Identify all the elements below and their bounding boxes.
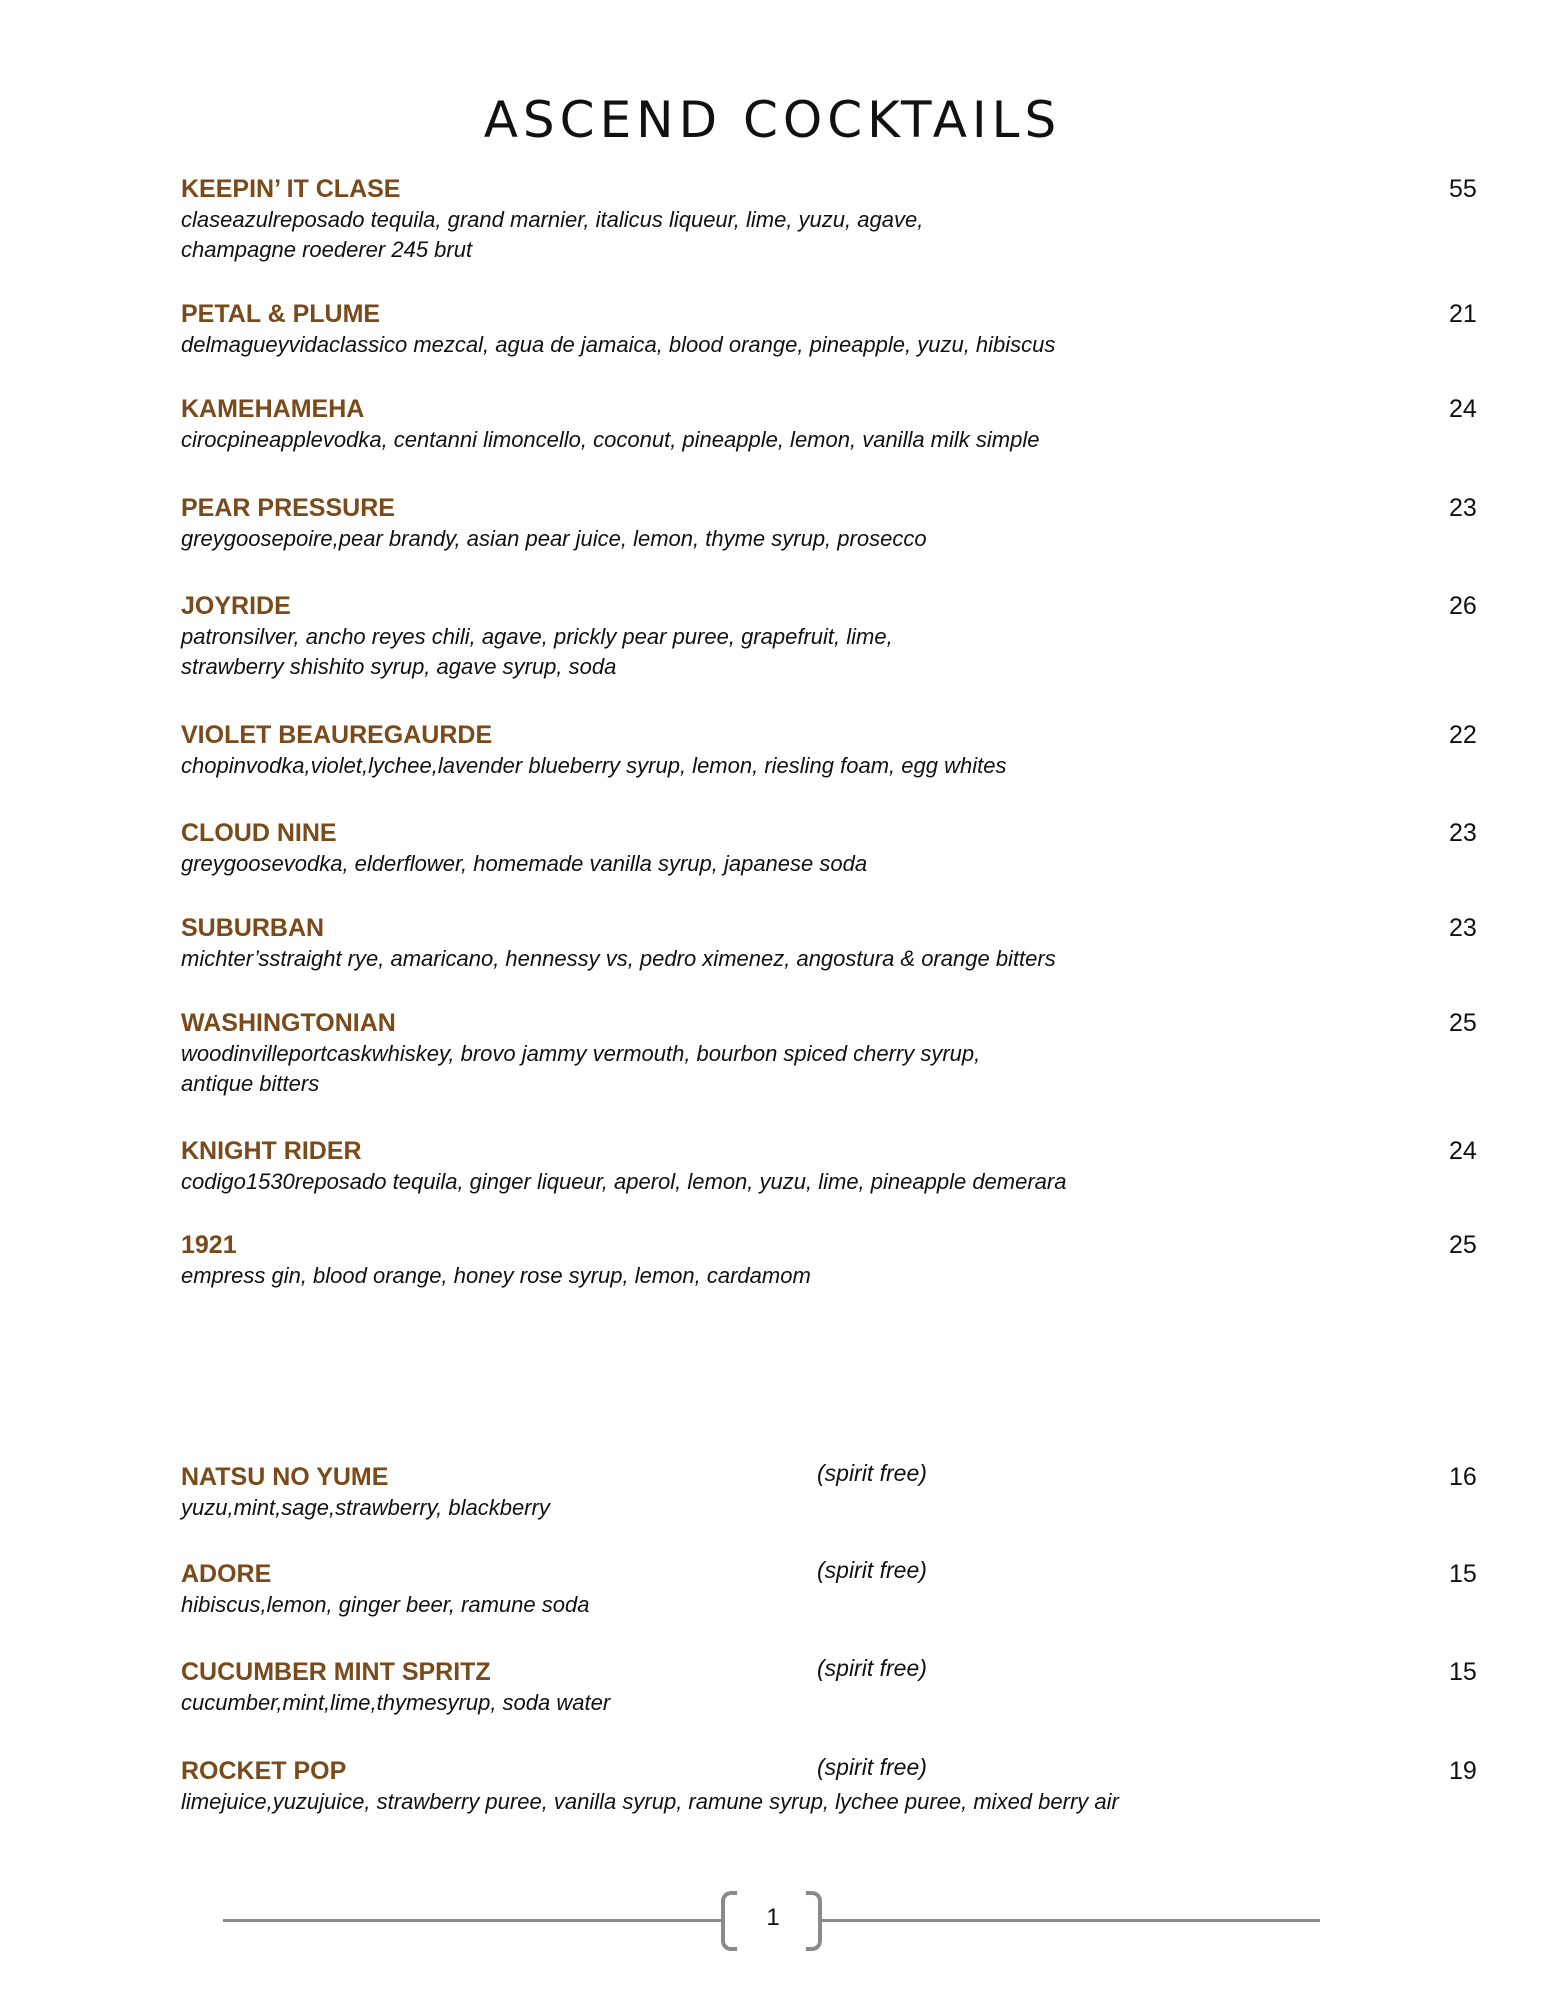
item-description: claseazulreposado tequila, grand marnier, italicus liqueur, lime, yuzu, agave,: [181, 207, 924, 232]
item-description: codigo1530reposado tequila, ginger liqueur, aperol, lemon, yuzu, lime, pineapple demerara: [181, 1169, 1067, 1194]
item-price: 15: [1449, 1560, 1477, 1588]
item-name: KNIGHT RIDER: [181, 1137, 362, 1165]
item-description: delmagueyvidaclassico mezcal, agua de jamaica, blood orange, pineapple, yuzu, hibiscus: [181, 332, 1056, 357]
footer-bracket-left: [721, 1891, 737, 1951]
item-description: chopinvodka,violet,lychee,lavender blueberry syrup, lemon, riesling foam, egg whites: [181, 753, 1007, 778]
item-description: cirocpineapplevodka, centanni limoncello, coconut, pineapple, lemon, vanilla milk simple: [181, 427, 1040, 452]
item-name: PETAL & PLUME: [181, 300, 381, 328]
footer-divider-right: [822, 1919, 1320, 1922]
item-description: woodinvilleportcaskwhiskey, brovo jammy vermouth, bourbon spiced cherry syrup,: [181, 1041, 981, 1066]
item-price: 21: [1449, 300, 1477, 328]
item-name: ROCKET POP: [181, 1757, 347, 1785]
item-price: 23: [1449, 914, 1477, 942]
item-name: KEEPIN’ IT CLASE: [181, 175, 401, 203]
item-price: 15: [1449, 1658, 1477, 1686]
menu-item: [181, 393, 1477, 455]
menu-item: [181, 173, 1477, 265]
item-price: 26: [1449, 592, 1477, 620]
menu-item-spirit-free: [181, 1460, 1477, 1523]
item-price: 23: [1449, 819, 1477, 847]
item-description: strawberry shishito syrup, agave syrup, soda: [181, 654, 617, 679]
menu-item: [181, 1007, 1477, 1099]
menu-item: [181, 1229, 1477, 1291]
page-number: 1: [766, 1904, 780, 1931]
item-name: WASHINGTONIAN: [181, 1009, 396, 1037]
menu-title: ASCEND COCKTAILS: [483, 91, 1062, 149]
menu-item: [181, 817, 1477, 879]
item-name: NATSU NO YUME: [181, 1463, 389, 1491]
item-description: empress gin, blood orange, honey rose syrup, lemon, cardamom: [181, 1263, 811, 1288]
spirit-free-tag: (spirit free): [817, 1460, 927, 1486]
footer-bracket-right: [806, 1891, 822, 1951]
spirit-free-tag: (spirit free): [817, 1655, 927, 1681]
item-price: 55: [1449, 175, 1477, 203]
spirit-free-tag: (spirit free): [817, 1754, 927, 1780]
menu-item: [181, 912, 1477, 974]
item-name: CUCUMBER MINT SPRITZ: [181, 1658, 491, 1686]
item-price: 24: [1449, 1137, 1477, 1165]
menu-item: [181, 298, 1477, 360]
item-price: 25: [1449, 1009, 1477, 1037]
item-price: 22: [1449, 721, 1477, 749]
item-price: 25: [1449, 1231, 1477, 1259]
item-name: JOYRIDE: [181, 592, 291, 620]
item-name: KAMEHAMEHA: [181, 395, 365, 423]
item-description: yuzu,mint,sage,strawberry, blackberry: [181, 1495, 550, 1520]
item-name: VIOLET BEAUREGAURDE: [181, 721, 493, 749]
item-price: 19: [1449, 1757, 1477, 1785]
item-name: CLOUD NINE: [181, 819, 337, 847]
menu-item-spirit-free: [181, 1754, 1477, 1817]
spirit-free-tag: (spirit free): [817, 1557, 927, 1583]
item-description: patronsilver, ancho reyes chili, agave, prickly pear puree, grapefruit, lime,: [181, 624, 893, 649]
menu-item: [181, 1135, 1477, 1197]
item-description: greygoosevodka, elderflower, homemade vanilla syrup, japanese soda: [181, 851, 868, 876]
item-price: 16: [1449, 1463, 1477, 1491]
item-description: antique bitters: [181, 1071, 320, 1096]
menu-item: [181, 492, 1477, 554]
item-name: 1921: [181, 1231, 237, 1259]
menu-item-spirit-free: [181, 1557, 1477, 1620]
item-name: SUBURBAN: [181, 914, 325, 942]
item-description: limejuice,yuzujuice, strawberry puree, vanilla syrup, ramune syrup, lychee puree, mixed berry air: [181, 1789, 1119, 1814]
item-price: 23: [1449, 494, 1477, 522]
footer-divider-left: [223, 1919, 721, 1922]
item-description: hibiscus,lemon, ginger beer, ramune soda: [181, 1592, 590, 1617]
item-price: 24: [1449, 395, 1477, 423]
item-description: champagne roederer 245 brut: [181, 237, 473, 262]
item-name: ADORE: [181, 1560, 272, 1588]
menu-item: [181, 719, 1477, 781]
item-description: cucumber,mint,lime,thymesyrup, soda water: [181, 1690, 611, 1715]
item-description: greygoosepoire,pear brandy, asian pear juice, lemon, thyme syrup, prosecco: [181, 526, 927, 551]
menu-item-spirit-free: [181, 1655, 1477, 1718]
menu-item: [181, 590, 1477, 682]
item-name: PEAR PRESSURE: [181, 494, 395, 522]
item-description: michter’sstraight rye, amaricano, hennessy vs, pedro ximenez, angostura & orange bitters: [181, 946, 1056, 971]
